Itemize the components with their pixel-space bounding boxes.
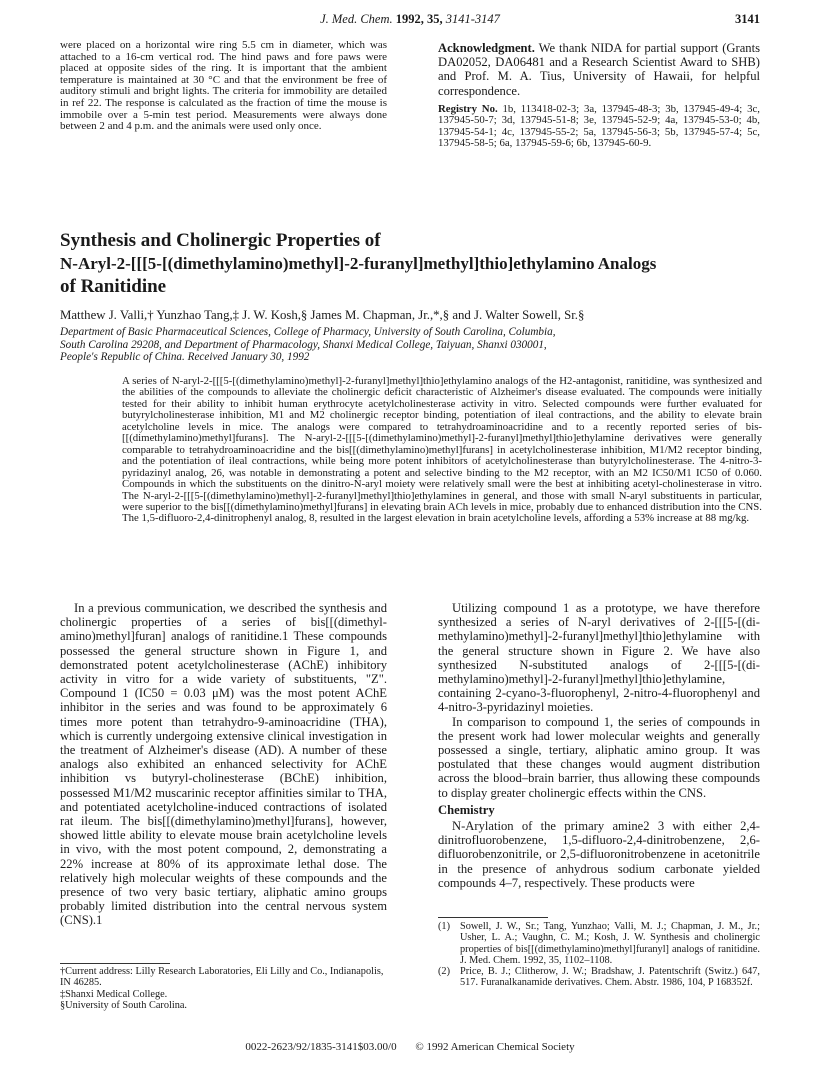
page-footer bbox=[0, 1041, 820, 1053]
methods-continuation: were placed on a horizontal wire ring 5.5 cm in diameter, which was attached to a 16-cm vertical rod. The hind paws and fore paws were placed at opposite sides of the ring. It is important that the ambient temperature is maintained at 30 °C and that the environment be free of auditory stimuli and bright lights. The criteria for immobility are detailed in ref 22. The response is calculated as the fraction of time the mouse is immobile over a 5-min test period. Measurements were always done between 2 and 4 p.m. and the animals were used only once. bbox=[60, 39, 387, 133]
affiliation-line-1: Department of Basic Pharmaceutical Sciences, College of Pharmacy, University of South Carolina, Columbia, bbox=[60, 326, 556, 338]
article-title bbox=[60, 229, 780, 298]
chemistry-paragraph: N-Arylation of the primary amine2 3 with either 2,4-dinitrofluorobenzene, 1,5-difluoro-2,4-dinitrobenzene, 2,6-difluorobenzonitrile, or 2,5-difluoronitrobenzene in acetonitrile in the presence of anhydrous sodium carbonate yielded compounds 4–7, respectively. These products were bbox=[438, 819, 760, 890]
authors: Matthew J. Valli,† Yunzhao Tang,‡ J. W. Kosh,§ James M. Chapman, Jr.,*,§ and J. Walter Sowell, Sr.§ bbox=[60, 308, 585, 322]
footer-code: 0022-2623/92/1835-3141$03.00/0 bbox=[245, 1041, 397, 1053]
journal-pages: 3141-3147 bbox=[445, 12, 500, 26]
section-heading-chemistry: Chemistry bbox=[438, 802, 495, 817]
registry-text: 1b, 113418-02-3; 3a, 137945-48-3; 3b, 137945-49-4; 3c, 137945-50-7; 3d, 137945-51-8; 3e, 137945-52-9; 4a, 137945-53-0; 4b, 137945-54-1; 4c, 137945-55-2; 5a, 137945-56-3; 5b, 137945-57-4; 5c, 137945-58-5; 6a, 137945-59-6; 6b, 137945-60-9. bbox=[438, 103, 760, 149]
footer-copyright: © 1992 American Chemical Society bbox=[415, 1041, 575, 1053]
registry-numbers bbox=[438, 104, 760, 149]
introduction-right bbox=[438, 601, 760, 890]
reference-number: (2) bbox=[438, 966, 451, 978]
title-line-1: Synthesis and Cholinergic Properties of bbox=[60, 230, 381, 251]
registry-title: Registry No. bbox=[438, 103, 498, 115]
acknowledgment bbox=[438, 41, 760, 98]
affiliation-line-3: People's Republic of China. Received January 30, 1992 bbox=[60, 351, 310, 364]
journal-citation bbox=[0, 12, 820, 27]
footnote-usc: §University of South Carolina. bbox=[60, 999, 187, 1011]
acknowledgment-text: We thank NIDA for partial support (Grants DA02052, DA06481 and a Research Scientist Award to SHB) and Prof. M. A. Tius, University of Hawaii, for helpful correspondence. bbox=[438, 41, 760, 98]
page-number: 3141 bbox=[735, 12, 760, 26]
journal-name: J. Med. Chem. bbox=[320, 12, 393, 26]
reference-text: Price, B. J.; Clitherow, J. W.; Bradshaw, J. Patentschrift (Switz.) 647, 517. Furanalkanamide derivatives. Chem. Abstr. 1986, 104, P 168352f. bbox=[460, 966, 760, 989]
references-rule bbox=[438, 917, 548, 918]
footnote-current-address: †Current address: Lilly Research Laboratories, Eli Lilly and Co., Indianapolis, IN 46285. bbox=[60, 966, 384, 989]
affiliation-line-2: South Carolina 29208, and Department of Pharmacology, Shanxi Medical College, Taiyuan, Shanxi 030001, bbox=[60, 338, 547, 351]
acknowledgment-title: Acknowledgment. bbox=[438, 41, 535, 55]
title-line-2: N-Aryl-2-[[[5-[(dimethylamino)methyl]-2-furanyl]methyl]thio]ethylamino Analogs bbox=[60, 254, 657, 273]
abstract: A series of N-aryl-2-[[[5-[(dimethylamino)methyl]-2-furanyl]methyl]thio]ethylamino analogs of the H2-antagonist, ranitidine, was synthesized and the abilities of the compounds to alleviate the cholinergic deficit characteristic of Alzheimer's disease evaluated. The compounds were initially tested for their ability to inhibit human erythrocyte acetylcholinesterase activity in vitro. Selected compounds were further evaluated for butyrylcholinesterase inhibition, M1 and M2 cholinergic receptor binding, potentiation of ileal contractions, and the ability to elevate brain acetylcholine levels in mice. The analogs were compared to tetrahydroaminoacridine and to a recently reported series of bis-[[(dimethylamino)methyl]furans]. The N-aryl-2-[[[5-[(dimethylamino)methyl]-2-furanyl]methyl]thio]ethylamine derivatives were generally comparable to tetrahydroaminoacridine and the bis[[(dimethylamino)methyl]furans] in acetylcholinesterase inhibition, M1/M2 receptor binding, and the potentiation of ileal contractions, while being more potent inhibitors of acetylcholinesterase than butyrylcholinesterase. The 4-nitro-3-pyridazinyl analog, 26, was notable in demonstrating a potent and selective binding to the M2 receptor, with an M2 IC50/M1 IC50 of 0.060. Compounds in which the substituents on the dinitro-N-aryl moiety were relatively small were the best at inhibiting acetyl-cholinesterase in vitro. The N-aryl-2-[[[5-[(dimethylamino)methyl]-2-furanyl]methyl]thio]ethylamines in general, and those with small N-aryl substituents in particular, were superior to the bis[[(dimethylamino)methyl]furans] in elevating brain ACh levels in mice, probably due to enhanced distribution into the CNS. The 1,5-difluoro-2,4-dinitrophenyl analog, 8, resulted in the largest elevation in brain acetylcholine levels, affording a 53% increase at 88 mg/kg. bbox=[122, 375, 762, 525]
intro-paragraph-1: Utilizing compound 1 as a prototype, we have therefore synthesized a series of N-aryl derivatives of 2-[[[5-[(di-methylamino)methyl]-2-furanyl]methyl]thio]ethylamine with the general structure shown in Figure 2. We have also synthesized N-substituted analogs of 2-[[[5-[(di-methylamino)methyl]-2-furanyl]methyl]thio]ethylamine, containing 2-cyano-3-fluorophenyl, 2-nitro-4-fluorophenyl and 4-nitro-3-pyridazinyl moieties. bbox=[438, 601, 760, 715]
footnote-rule bbox=[60, 963, 170, 964]
affiliation bbox=[60, 326, 780, 364]
reference-text: Sowell, J. W., Sr.; Tang, Yunzhao; Valli, M. J.; Chapman, J. M., Jr.; Usher, L. A.; Vaughn, C. M.; Kosh, J. W. Synthesis and cholinergic properties of bis[[(dimethylamino)methyl]furanyl] analogs of ranitidine. J. Med. Chem. 1992, 35, 1102–1108. bbox=[460, 921, 760, 966]
reference-item bbox=[438, 966, 760, 989]
introduction-left: In a previous communication, we described the synthesis and cholinergic properties of a series of bis[[(dimethyl-amino)methyl]furan] analogs of ranitidine.1 These compounds possessed the general structure shown in Figure 1, and demonstrated potent acetylcholinesterase (AChE) inhibitory activity in vitro for a wide variety of substituents, "Z". Compound 1 (IC50 = 0.03 μM) was the most potent AChE inhibitor in the series and was found to be approximately 6 times more potent than tetrahydro-9-aminoacridine (THA), which is currently undergoing extensive clinical investigation in the treatment of Alzheimer's disease (AD). A number of these analogs also exhibited an enhanced selectivity for AChE inhibition vs butyryl-cholinesterase (BChE) inhibition, possessed M1/M2 muscarinic receptor affinities similar to THA, and potentiated acetylcholine-induced contractions of isolated rat ileum. The bis[[(dimethylamino)methyl]furans], however, showed little ability to elevate mouse brain acetylcholine levels in vivo, with the most potent compound, 2, demonstrating a 22% increase at 80% of its approximate lethal dose. The relatively high molecular weights of these compounds and the presence of two very basic tertiary, aliphatic amino groups probably limited distribution into the central nervous system (CNS).1 bbox=[60, 601, 387, 928]
references bbox=[438, 921, 760, 989]
reference-number: (1) bbox=[438, 921, 451, 932]
title-line-3: of Ranitidine bbox=[60, 276, 167, 297]
footnote-shanxi: ‡Shanxi Medical College. bbox=[60, 988, 168, 1000]
intro-paragraph-2: In comparison to compound 1, the series of compounds in the present work had lower molecular weights and generally possessed a single, tertiary, aliphatic amino group. It was postulated that these changes would augment distribution across the blood–brain barrier, thus allowing these compounds to display greater cholinergic effects within the CNS. bbox=[438, 714, 760, 800]
reference-item bbox=[438, 921, 760, 966]
journal-year-volume: 1992, 35, bbox=[395, 12, 443, 26]
footnotes bbox=[60, 966, 387, 1011]
running-header bbox=[0, 12, 820, 30]
